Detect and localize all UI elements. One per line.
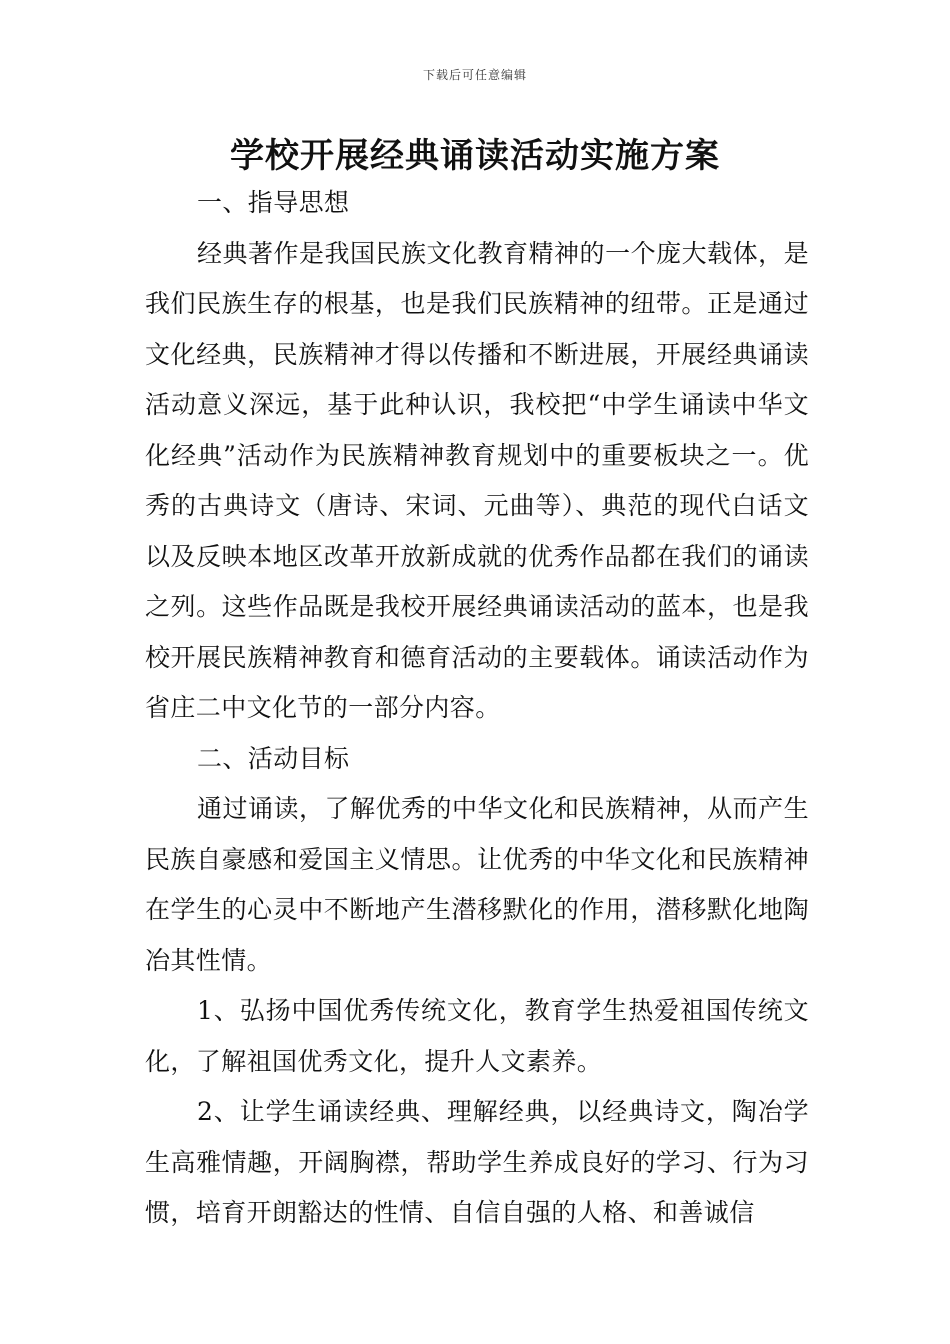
- paragraph-guiding-ideology: 经典著作是我国民族文化教育精神的一个庞大载体，是我们民族生存的根基，也是我们民族精神的纽带。正是通过文化经典，民族精神才得以传播和不断进展，开展经典诵读活动意义深远，基于此种认识，我校把“中学生诵读中华文化经典”活动作为民族精神教育规划中的重要板块之一。优秀的古典诗文（唐诗、宋词、元曲等）、典范的现代白话文以及反映本地区改革开放新成就的优秀作品都在我们的诵读之列。这些作品既是我校开展经典诵读活动的蓝本，也是我校开展民族精神教育和德育活动的主要载体。诵读活动作为省庄二中文化节的一部分内容。: [145, 238, 809, 722]
- goal-item-1: 1、弘扬中国优秀传统文化，教育学生热爱祖国传统文化，了解祖国优秀文化，提升人文素养。: [145, 996, 809, 1076]
- section-heading-activity-goals: 二、活动目标: [197, 743, 350, 773]
- paragraph-activity-goals: 通过诵读，了解优秀的中华文化和民族精神，从而产生民族自豪感和爱国主义情思。让优秀的中华文化和民族精神在学生的心灵中不断地产生潜移默化的作用，潜移默化地陶冶其性情。: [145, 794, 809, 975]
- document-body: [145, 178, 809, 1239]
- document-title: 学校开展经典诵读活动实施方案: [230, 136, 720, 176]
- section-heading-guiding-ideology: 一、指导思想: [197, 188, 350, 217]
- header-note: 下载后可任意编辑: [422, 68, 527, 82]
- goal-item-2: 2、让学生诵读经典、理解经典，以经典诗文，陶冶学生高雅情趣，开阔胸襟，帮助学生养成良好的学习、行为习惯，培育开朗豁达的性情、自信自强的人格、和善诚信: [145, 1097, 809, 1227]
